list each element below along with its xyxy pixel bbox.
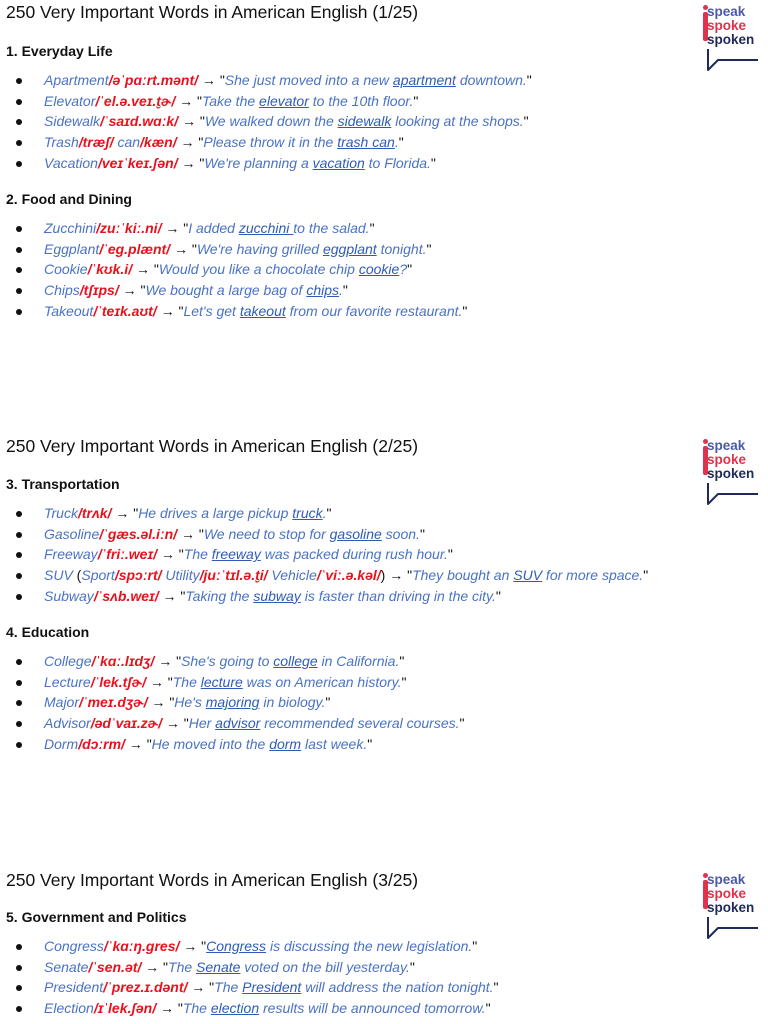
- closing-quote: ": [459, 715, 465, 732]
- example-text: He drives a large pickup: [138, 505, 293, 521]
- bullet: [16, 1006, 22, 1012]
- logo-word-speak: speak: [707, 4, 746, 19]
- bullet: [16, 680, 22, 686]
- logo-word-spoken: spoken: [707, 32, 755, 47]
- bullet: [16, 532, 22, 538]
- section-title: 3. Transportation: [6, 476, 120, 492]
- logo-word-spoke: spoke: [707, 886, 747, 901]
- example-text: to the 10th floor.: [308, 92, 414, 109]
- ipa-transcription: /tʃɪps/: [79, 282, 119, 299]
- logo-word-spoke: spoke: [707, 452, 747, 467]
- speak-spoke-spoken-logo: [702, 4, 764, 74]
- list-item: [0, 957, 499, 978]
- logo-word-spoken: spoken: [707, 900, 755, 915]
- example-underlined-word: apartment: [392, 72, 456, 88]
- vocab-word: College: [44, 653, 92, 669]
- vocab-word: Lecture: [44, 673, 91, 690]
- vocab-word: Trash: [44, 134, 79, 151]
- arrow: → ": [385, 567, 413, 584]
- vocab-word: Cookie: [44, 261, 88, 278]
- vocab-word: Vacation: [44, 154, 98, 171]
- paren-open: (: [72, 567, 82, 584]
- arrow: → ": [170, 240, 197, 257]
- bullet: [16, 309, 22, 315]
- example-text: Please throw it in the: [203, 134, 338, 151]
- bullet: [16, 594, 22, 600]
- bullet: [16, 161, 22, 167]
- arrow: → ": [141, 958, 169, 975]
- list-item: [0, 153, 532, 174]
- example-underlined-word: chips: [306, 282, 340, 299]
- vocab-word: Subway: [44, 587, 94, 604]
- bullet: [16, 573, 22, 579]
- example-text: was on American history.: [242, 673, 402, 690]
- ipa-transcription: /juːˈtɪl.ə.t̬i/: [199, 567, 268, 584]
- example-text: They bought an: [412, 567, 514, 584]
- example-text: ?: [399, 261, 408, 278]
- ipa-transcription: /ˈfriː.weɪ/: [97, 546, 158, 563]
- example-text: tonight.: [376, 240, 427, 257]
- logo-word-speak: speak: [707, 872, 746, 887]
- example-text: last week.: [301, 735, 368, 752]
- vocab-word: President: [44, 979, 104, 996]
- word-list: [0, 503, 648, 606]
- example-underlined-word: zucchini: [238, 220, 294, 236]
- closing-quote: ": [409, 958, 415, 975]
- list-item: [0, 586, 648, 607]
- example-underlined-word: lecture: [200, 673, 243, 690]
- list-item: [0, 998, 499, 1019]
- list-item: [0, 651, 465, 672]
- example-text: looking at the shops.: [391, 113, 524, 130]
- vocab-word: Gasoline: [44, 525, 100, 542]
- list-item: [0, 734, 465, 755]
- vocab-word: Senate: [44, 958, 89, 975]
- logo-word-spoke: spoke: [707, 18, 747, 33]
- arrow: → ": [124, 735, 152, 752]
- closing-quote: ": [485, 1000, 491, 1017]
- example-text: soon.: [381, 525, 420, 542]
- closing-quote: ": [407, 261, 413, 278]
- bullet: [16, 742, 22, 748]
- word-list: [0, 936, 499, 1019]
- speech-bubble-icon: [706, 482, 760, 506]
- ipa-transcription: /trʌk/: [77, 505, 112, 521]
- closing-quote: ": [326, 505, 332, 521]
- example-underlined-word: election: [210, 1000, 260, 1017]
- bullet: [16, 140, 22, 146]
- speak-spoke-spoken-logo: [702, 872, 764, 942]
- example-text: Taking the: [185, 587, 254, 604]
- vocab-word: Apartment: [44, 72, 109, 88]
- ipa-transcription: /ˈeɡ.plænt/: [99, 240, 171, 257]
- example-text: She just moved into a new: [224, 72, 393, 88]
- vocab-word: Takeout: [44, 302, 94, 319]
- bullet: [16, 119, 22, 125]
- arrow: → ": [161, 715, 189, 732]
- vocab-word: Eggplant: [44, 240, 100, 257]
- arrow: → ": [179, 938, 207, 954]
- list-item: [0, 111, 532, 132]
- closing-quote: ": [523, 113, 529, 130]
- arrow: → ": [187, 979, 215, 996]
- vocab-word-part: Sport: [81, 567, 115, 584]
- example-underlined-word: takeout: [239, 302, 286, 319]
- vocab-word-part: Utility: [161, 567, 200, 584]
- bullet: [16, 226, 22, 232]
- closing-quote: ": [495, 587, 501, 604]
- ipa-transcription: /ˈmeɪ.dʒɚ/: [79, 694, 148, 711]
- example-underlined-word: SUV: [513, 567, 543, 584]
- example-text: will address the nation tonight.: [301, 979, 494, 996]
- closing-quote: ": [426, 240, 432, 257]
- arrow: → ": [175, 92, 202, 109]
- list-item: [0, 977, 499, 998]
- list-item: [0, 218, 467, 239]
- arrow: → ": [146, 673, 173, 690]
- example-text: He moved into the: [151, 735, 270, 752]
- list-item: [0, 259, 467, 280]
- page-1: [0, 0, 768, 433]
- ipa-transcription: /dɔːrm/: [78, 735, 125, 752]
- example-text: She's going to: [181, 653, 274, 669]
- example-text: The: [182, 1000, 211, 1017]
- ipa-transcription: /ˈsʌb.weɪ/: [93, 587, 159, 604]
- vocab-word: Truck: [44, 505, 78, 521]
- list-item: [0, 503, 648, 524]
- arrow: → ": [161, 220, 189, 236]
- example-underlined-word: President: [242, 979, 302, 996]
- bullet: [16, 700, 22, 706]
- page-title: 250 Very Important Words in American English (2/25): [6, 436, 419, 456]
- vocab-word-part: Vehicle: [267, 567, 317, 584]
- example-text: is discussing the new legislation.: [266, 938, 473, 954]
- example-underlined-word: advisor: [215, 715, 261, 732]
- logo-word-spoken: spoken: [707, 466, 755, 481]
- ipa-transcription: /veɪˈkeɪ.ʃən/: [97, 154, 178, 171]
- ipa-transcription: /ˈkʊk.i/: [87, 261, 133, 278]
- ipa-transcription: /ˈsen.ət/: [88, 958, 142, 975]
- ipa-transcription: /ˈlek.tʃɚ/: [90, 673, 146, 690]
- example-underlined-word: dorm: [269, 735, 302, 752]
- closing-quote: ": [472, 938, 478, 954]
- example-text: Take the: [201, 92, 260, 109]
- example-underlined-word: vacation: [312, 154, 365, 171]
- vocab-word: Dorm: [44, 735, 79, 752]
- closing-quote: ": [493, 979, 499, 996]
- vocab-word: Sidewalk: [44, 113, 101, 130]
- list-item: [0, 280, 467, 301]
- bullet: [16, 552, 22, 558]
- example-text: recommended several courses.: [260, 715, 460, 732]
- closing-quote: ": [367, 735, 373, 752]
- example-text: was packed during rush hour.: [260, 546, 448, 563]
- ipa-transcription: /ˈsaɪd.wɑːk/: [100, 113, 179, 130]
- section-title: 4. Education: [6, 624, 90, 640]
- example-text: I added: [188, 220, 239, 236]
- ipa-transcription: /ˈɡæs.əl.iːn/: [99, 525, 178, 542]
- closing-quote: ": [526, 72, 532, 88]
- closing-quote: ": [419, 525, 425, 542]
- example-underlined-word: sidewalk: [337, 113, 392, 130]
- page-2: [0, 434, 768, 867]
- list-item: [0, 91, 532, 112]
- example-text: The: [183, 546, 212, 563]
- page-title: 250 Very Important Words in American English (3/25): [6, 870, 419, 890]
- vocab-word: Election: [44, 1000, 94, 1017]
- closing-quote: ": [369, 220, 375, 236]
- example-text: We bought a large bag of: [145, 282, 307, 299]
- example-text: from our favorite restaurant.: [285, 302, 463, 319]
- vocab-word: Zucchini: [44, 220, 97, 236]
- closing-quote: ": [447, 546, 453, 563]
- closing-quote: ": [401, 673, 407, 690]
- arrow: → ": [158, 587, 186, 604]
- bullet: [16, 944, 22, 950]
- page-title: 250 Very Important Words in American English (1/25): [6, 2, 419, 22]
- example-underlined-word: Congress: [206, 938, 267, 954]
- ipa-transcription: /ˈel.ə.veɪ.t̬ɚ/: [95, 92, 176, 109]
- arrow: → ": [156, 1000, 183, 1017]
- closing-quote: ": [462, 302, 468, 319]
- example-text: in California.: [317, 653, 400, 669]
- bullet: [16, 659, 22, 665]
- example-text: The: [214, 979, 243, 996]
- arrow: → ": [198, 72, 225, 88]
- vocab-word-part: can: [113, 134, 141, 151]
- word-list: [0, 218, 467, 321]
- example-underlined-word: truck: [292, 505, 323, 521]
- example-underlined-word: college: [273, 653, 318, 669]
- example-text: to the salad.: [293, 220, 370, 236]
- list-item: [0, 565, 648, 586]
- arrow: → ": [157, 546, 184, 563]
- closing-quote: ": [398, 134, 404, 151]
- vocab-word: SUV: [44, 567, 73, 584]
- example-underlined-word: trash can: [337, 134, 395, 151]
- word-list: [0, 70, 532, 173]
- list-item: [0, 544, 648, 565]
- closing-quote: ": [325, 694, 331, 711]
- closing-quote: ": [413, 92, 419, 109]
- example-underlined-word: majoring: [205, 694, 260, 711]
- example-text: .: [322, 505, 327, 521]
- section-title: 5. Government and Politics: [6, 909, 187, 925]
- example-underlined-word: gasoline: [329, 525, 382, 542]
- example-text: Would you like a chocolate chip: [158, 261, 359, 278]
- closing-quote: ": [430, 154, 436, 171]
- speech-bubble-icon: [706, 48, 760, 72]
- bullet: [16, 721, 22, 727]
- bullet: [16, 267, 22, 273]
- ipa-transcription: /spɔːrt/: [114, 567, 162, 584]
- example-text: .: [394, 134, 399, 151]
- example-underlined-word: Senate: [196, 958, 241, 975]
- ipa-transcription: /zuːˈkiː.ni/: [96, 220, 162, 236]
- list-item: [0, 692, 465, 713]
- example-text: The: [168, 958, 197, 975]
- list-item: [0, 672, 465, 693]
- list-item: [0, 239, 467, 260]
- arrow: → ": [178, 113, 205, 130]
- bullet: [16, 288, 22, 294]
- bullet: [16, 965, 22, 971]
- bullet: [16, 985, 22, 991]
- list-item: [0, 70, 532, 91]
- speech-bubble-icon: [706, 916, 760, 940]
- ipa-transcription: /əˈpɑːrt.mənt/: [108, 72, 199, 88]
- bullet: [16, 99, 22, 105]
- example-text: to Florida.: [364, 154, 431, 171]
- example-text: He's: [174, 694, 206, 711]
- ipa-transcription: /træʃ/: [78, 134, 114, 151]
- section-title: 2. Food and Dining: [6, 191, 132, 207]
- example-text: voted on the bill yesterday.: [240, 958, 410, 975]
- example-text: downtown.: [455, 72, 527, 88]
- closing-quote: ": [643, 567, 649, 584]
- example-text: We walked down the: [204, 113, 338, 130]
- vocab-word: Chips: [44, 282, 80, 299]
- example-text: for more space.: [542, 567, 644, 584]
- bullet: [16, 511, 22, 517]
- list-item: [0, 713, 465, 734]
- list-item: [0, 524, 648, 545]
- example-underlined-word: eggplant: [322, 240, 377, 257]
- vocab-word: Major: [44, 694, 80, 711]
- closing-quote: ": [399, 653, 405, 669]
- vocab-word: Congress: [44, 938, 104, 954]
- page-3: [0, 868, 768, 1024]
- example-text: The: [172, 673, 201, 690]
- logo-word-speak: speak: [707, 438, 746, 453]
- arrow: → ": [132, 261, 159, 278]
- ipa-transcription: /ɪˈlek.ʃən/: [93, 1000, 157, 1017]
- arrow: → ": [177, 525, 204, 542]
- closing-quote: ": [342, 282, 348, 299]
- example-text: We're having grilled: [196, 240, 323, 257]
- paren-close: ): [380, 567, 386, 584]
- example-underlined-word: subway: [253, 587, 301, 604]
- arrow: → ": [111, 505, 139, 521]
- list-item: [0, 301, 467, 322]
- arrow: → ": [156, 302, 184, 319]
- example-underlined-word: elevator: [259, 92, 309, 109]
- example-text: We're planning a: [204, 154, 313, 171]
- ipa-transcription: /ədˈvaɪ.zɚ/: [90, 715, 162, 732]
- vocab-word: Advisor: [44, 715, 91, 732]
- word-list: [0, 651, 465, 754]
- arrow: → ": [177, 154, 205, 171]
- arrow: → ": [147, 694, 175, 711]
- vocab-word: Freeway: [44, 546, 98, 563]
- ipa-transcription: /ˈteɪk.aʊt/: [93, 302, 157, 319]
- ipa-transcription: /ˈkɑːŋ.ɡres/: [103, 938, 180, 954]
- arrow: → ": [118, 282, 146, 299]
- example-underlined-word: cookie: [358, 261, 400, 278]
- section-title: 1. Everyday Life: [6, 43, 113, 59]
- arrow: → ": [154, 653, 182, 669]
- speak-spoke-spoken-logo: [702, 438, 764, 508]
- example-text: .: [339, 282, 343, 299]
- example-text: in biology.: [259, 694, 326, 711]
- ipa-transcription: /ˈviː.ə.kəl/: [316, 567, 381, 584]
- example-text: Her: [188, 715, 216, 732]
- example-text: results will be announced tomorrow.: [259, 1000, 486, 1017]
- bullet: [16, 247, 22, 253]
- example-text: We need to stop for: [203, 525, 330, 542]
- example-text: Let's get: [183, 302, 240, 319]
- bullet: [16, 78, 22, 84]
- ipa-transcription: /kæn/: [140, 134, 177, 151]
- list-item: [0, 132, 532, 153]
- arrow: → ": [176, 134, 204, 151]
- list-item: [0, 936, 499, 957]
- ipa-transcription: /ˈprez.ɪ.dənt/: [103, 979, 188, 996]
- ipa-transcription: /ˈkɑː.lɪdʒ/: [91, 653, 155, 669]
- example-text: is faster than driving in the city.: [300, 587, 496, 604]
- vocab-word: Elevator: [44, 92, 96, 109]
- example-underlined-word: freeway: [211, 546, 261, 563]
